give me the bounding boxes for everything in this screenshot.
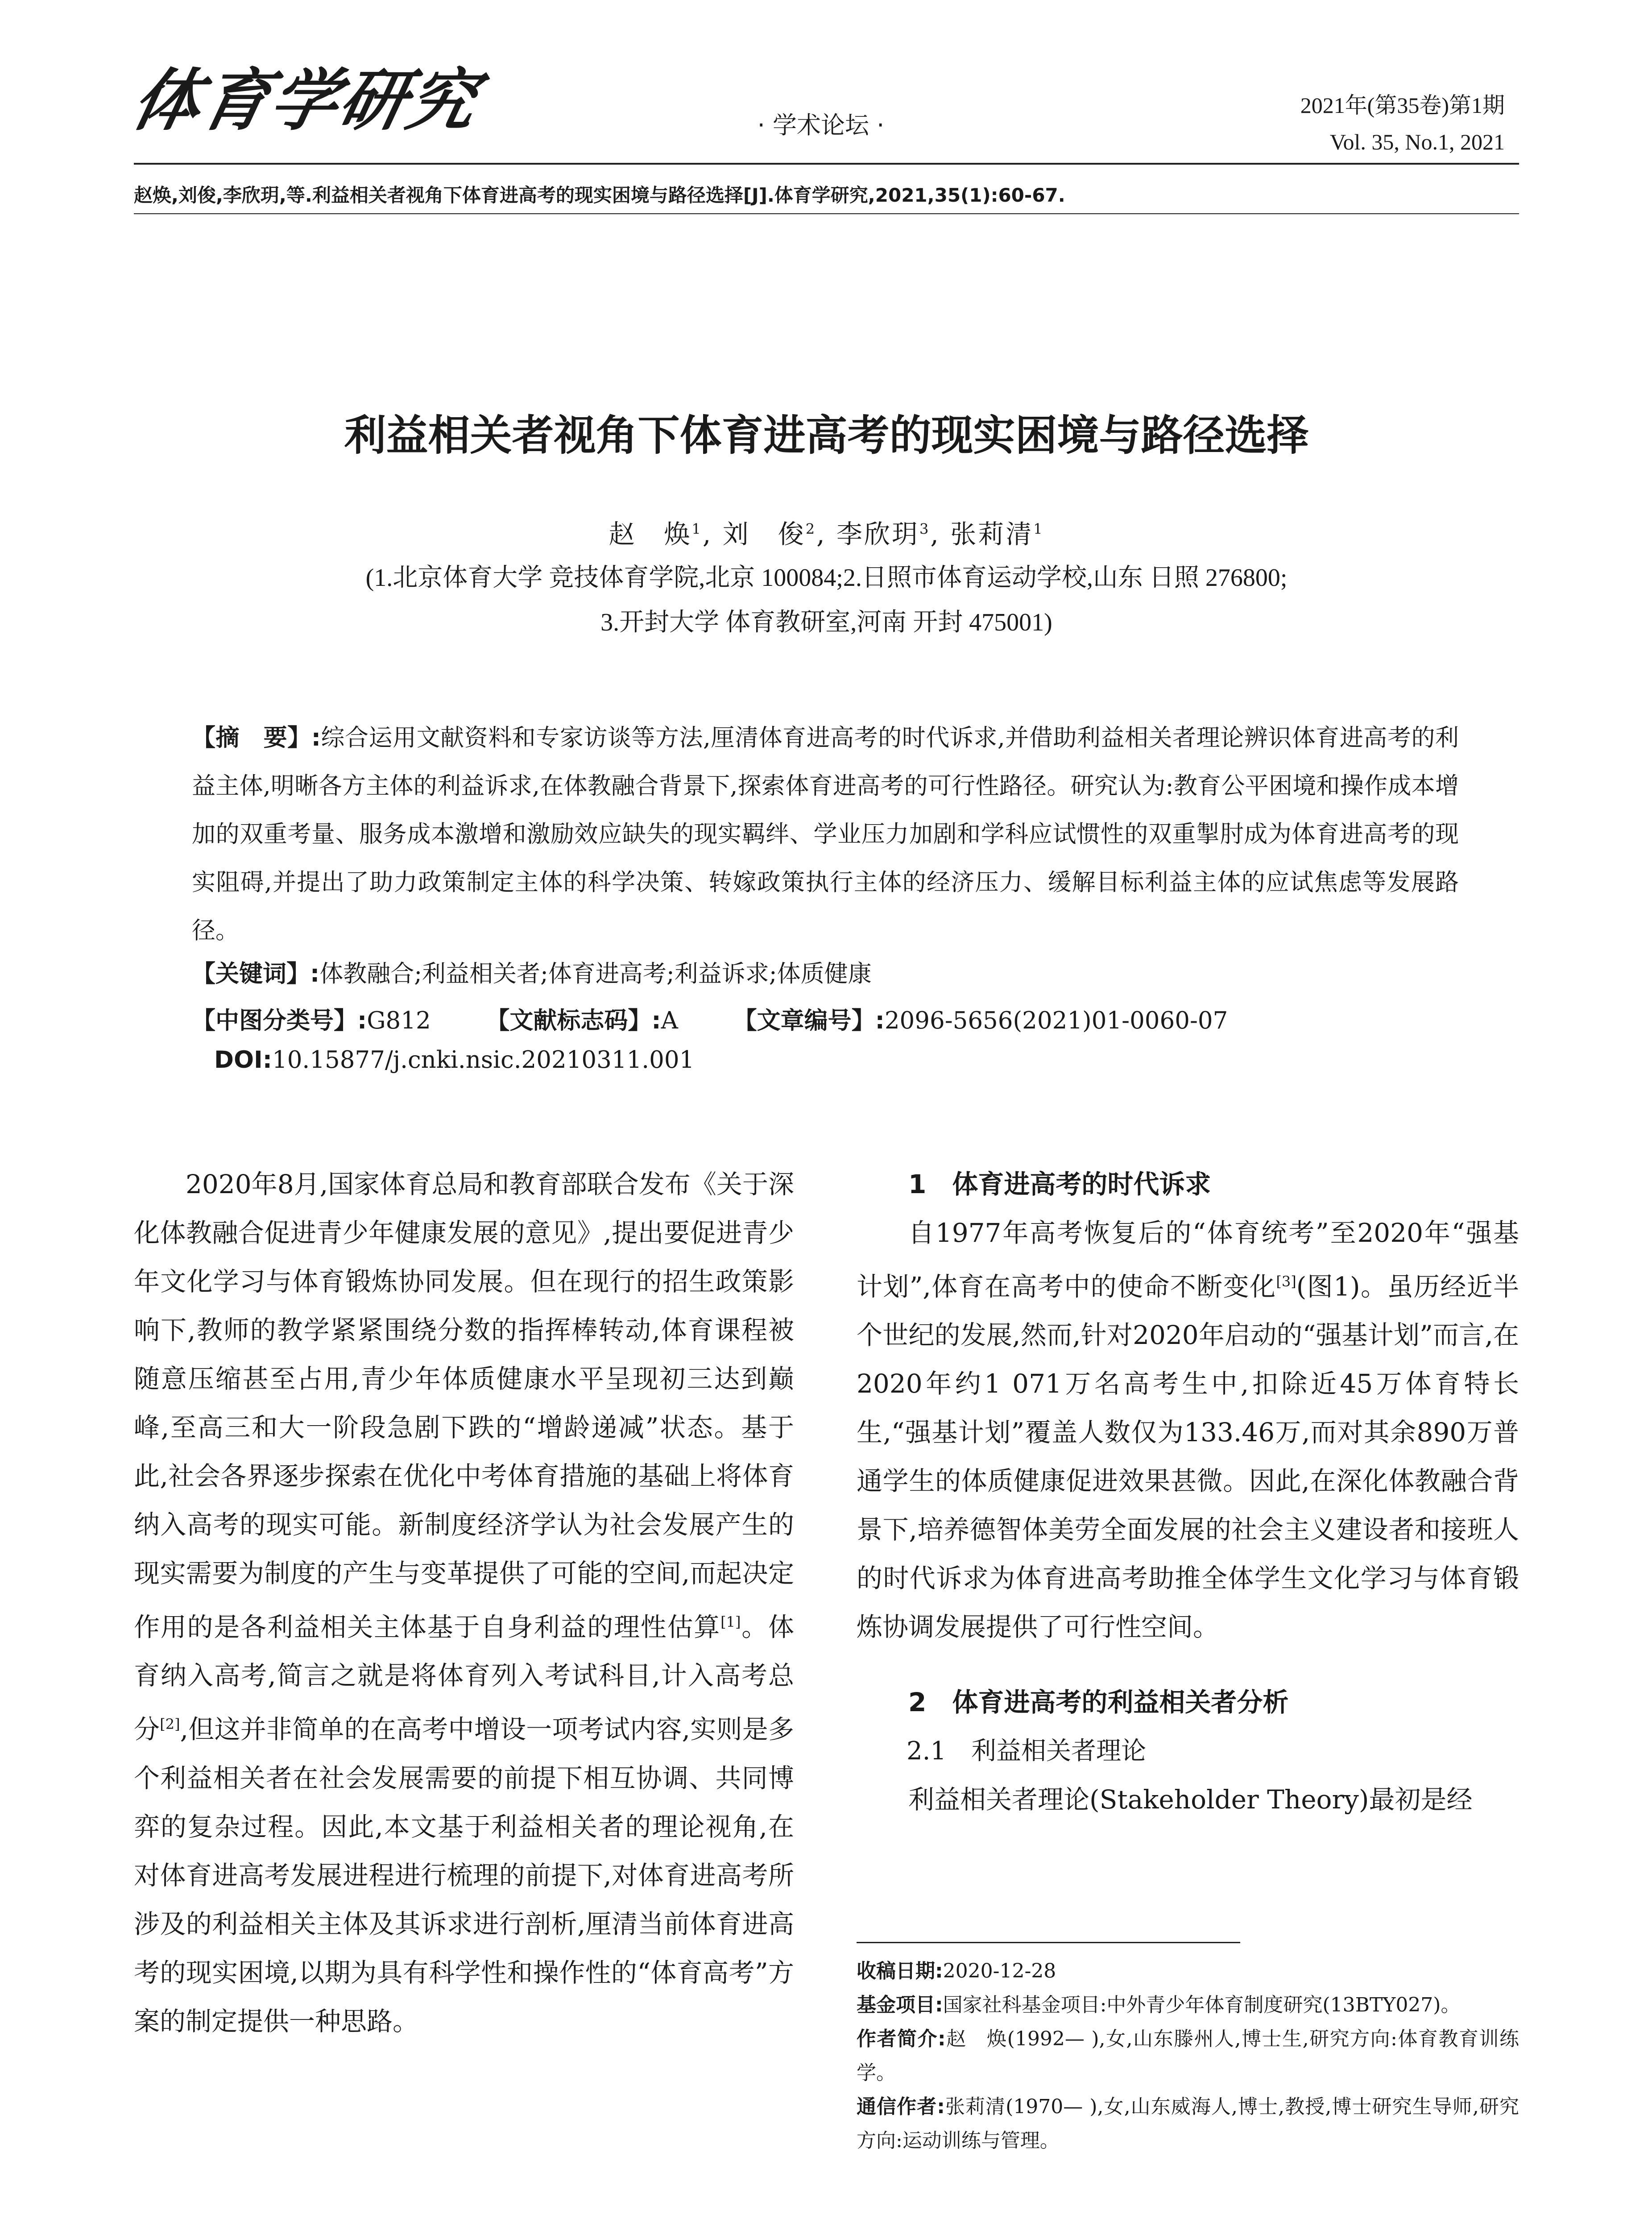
- corr-label: 通信作者:: [857, 2095, 945, 2118]
- section-tag: · 学术论坛 ·: [757, 111, 885, 139]
- text-run: ,但这并非简单的在高考中增设一项考试内容,实则是多个利益相关者在社会发展需要的前提下相互协调、共同博弈的复杂过程。因此,本文基于利益相关者的理论视角,在对体育进高考发展进程进行梳理的前提下,对体育进高考所涉及的利益相关主体及其诉求进行剖析,厘清当前体育进高考的现实困境,以期为具有科学性和操作性的“体育高考”方案的制定提供一种思路。: [134, 1714, 794, 2036]
- received-date: [857, 1954, 1519, 1988]
- text-run: 。体育纳入高考,简言之就是将体育列入考试科目,计入高考总分: [134, 1612, 794, 1745]
- author-name: 赵 焕: [609, 519, 692, 549]
- corresponding-author: [857, 2090, 1519, 2158]
- author-name: 张莉清: [950, 519, 1034, 549]
- header-rule-bottom: [134, 213, 1519, 214]
- spacer: [857, 1651, 1519, 1678]
- citation-line: 赵焕,刘俊,李欣玥,等.利益相关者视角下体育进高考的现实困境与路径选择[J].体育学研究,2021,35(1):60-67.: [134, 184, 1065, 206]
- doc-code-label: 【文献标志码】:: [486, 1007, 661, 1034]
- author-bio-label: 作者简介:: [857, 2028, 946, 2050]
- fund-value: 国家社科基金项目:中外青少年体育制度研究(13BTY027)。: [943, 1994, 1461, 2016]
- article-no-label: 【文章编号】:: [733, 1007, 885, 1034]
- reference-mark[interactable]: [1]: [720, 1613, 741, 1630]
- doi-line: [214, 1046, 694, 1074]
- section-heading-1: 1 体育进高考的时代诉求: [908, 1169, 1211, 1199]
- text-run: 2020年8月,国家体育总局和教育部联合发布《关于深化体教融合促进青少年健康发展的意见》,提出要促进青少年文化学习与体育锻炼协同发展。但在现行的招生政策影响下,教师的教学紧紧围绕分数的指挥棒转动,体育课程被随意压缩甚至占用,青少年体质健康水平呈现初三达到巅峰,至高三和大一阶段急剧下跌的“增龄递减”状态。基于此,社会各界逐步探索在优化中考体育措施的基础上将体育纳入高考的现实可能。新制度经济学认为社会发展产生的现实需要为制度的产生与变革提供了可能的空间,而起决定作用的是各利益相关主体基于自身利益的理性估算: [134, 1169, 794, 1642]
- abstract-label: 【摘 要】:: [192, 724, 321, 751]
- abstract-text: 综合运用文献资料和专家访谈等方法,厘清体育进高考的时代诉求,并借助利益相关者理论辨识体育进高考的利益主体,明晰各方主体的利益诉求,在体教融合背景下,探索体育进高考的可行性路径。研究认为:教育公平困境和操作成本增加的双重考量、服务成本激增和激励效应缺失的现实羁绊、学业压力加剧和学科应试惯性的双重掣肘成为体育进高考的现实阻碍,并提出了助力政策制定主体的科学决策、转嫁政策执行主体的经济压力、缓解目标利益主体的应试焦虑等发展路径。: [192, 724, 1459, 944]
- affiliation-line-1: (1.北京体育大学 竞技体育学院,北京 100084;2.日照市体育运动学校,山东 日照 276800;: [365, 564, 1288, 592]
- author-bio: [857, 2022, 1519, 2090]
- fund-label: 基金项目:: [857, 1994, 943, 2016]
- author-affil-mark: 1: [691, 520, 703, 538]
- clc-value: G812: [367, 1007, 431, 1034]
- article-title: 利益相关者视角下体育进高考的现实困境与路径选择: [344, 411, 1309, 460]
- text-run: (图1)。虽历经近半个世纪的发展,然而,针对2020年启动的“强基计划”而言,在2020年约1 071万名高考生中,扣除近45万体育特长生,“强基计划”覆盖人数仅为133.46万,而对其余890万普通学生的体质健康促进效果甚微。因此,在深化体教融合背景下,培养德智体美劳全面发展的社会主义建设者和接班人的时代诉求为体育进高考助推全体学生文化学习与体育锻炼协调发展提供了可行性空间。: [857, 1271, 1519, 1642]
- reference-mark[interactable]: [3]: [1276, 1273, 1296, 1290]
- author-list: 赵 焕$^1$, 刘 俊$^2$, 李欣玥$^3$, 张莉清$^1$: [609, 519, 1044, 549]
- reference-mark[interactable]: [2]: [160, 1716, 180, 1733]
- issue-cn: 2021年(第35卷)第1期: [1300, 93, 1505, 118]
- author-affil-mark: 1: [1033, 520, 1044, 538]
- footnotes: [857, 1954, 1519, 2158]
- corr-value: 张莉清(1970— ),女,山东威海人,博士,教授,博士研究生导师,研究方向:运动训练与管理。: [857, 2095, 1519, 2152]
- keywords-line: [192, 955, 872, 989]
- section1-paragraph: [857, 1209, 1519, 1651]
- text-run: 自1977年高考恢复后的“体育统考”至2020年“强基计划”,体育在高考中的使命不断变化: [857, 1218, 1519, 1302]
- doi-value: 10.15877/j.cnki.nsic.20210311.001: [272, 1046, 695, 1074]
- clc-label: 【中图分类号】:: [192, 1007, 367, 1034]
- received-value: 2020-12-28: [943, 1960, 1056, 1982]
- journal-logo: 体育学研究: [125, 61, 486, 140]
- section-heading-2: 2 体育进高考的利益相关者分析: [908, 1687, 1289, 1718]
- classification-line: [192, 1002, 1228, 1036]
- affiliation-line-2: 3.开封大学 体育教研室,河南 开封 475001): [600, 609, 1052, 636]
- body-left-column: [134, 1160, 794, 2046]
- author-name: 刘 俊: [722, 519, 806, 549]
- keywords-label: 【关键词】:: [192, 960, 320, 987]
- body-right-column: [857, 1160, 1519, 1824]
- header-rule-top: [134, 163, 1519, 165]
- received-label: 收稿日期:: [857, 1960, 943, 1982]
- author-bio-value: 赵 焕(1992— ),女,山东滕州人,博士生,研究方向:体育教育训练学。: [857, 2028, 1519, 2084]
- doc-code-value: A: [661, 1007, 678, 1034]
- author-affil-mark: 2: [805, 520, 817, 538]
- subsection-heading-2-1: 2.1 利益相关者理论: [907, 1737, 1147, 1766]
- issue-en: Vol. 35, No.1, 2021: [1329, 129, 1505, 154]
- article-no-value: 2096-5656(2021)01-0060-07: [884, 1007, 1228, 1034]
- doi-label: DOI:: [214, 1046, 272, 1074]
- intro-paragraph: [134, 1160, 794, 2046]
- author-name: 李欣玥: [836, 519, 919, 549]
- section2-paragraph: 利益相关者理论(Stakeholder Theory)最初是经: [908, 1784, 1473, 1815]
- issue-info: [1300, 87, 1505, 160]
- footnote-rule: [857, 1942, 1240, 1943]
- author-affil-mark: 3: [919, 520, 931, 538]
- keywords: 体教融合;利益相关者;体育进高考;利益诉求;体质健康: [319, 960, 872, 987]
- abstract: [192, 714, 1459, 955]
- fund-info: [857, 1988, 1519, 2022]
